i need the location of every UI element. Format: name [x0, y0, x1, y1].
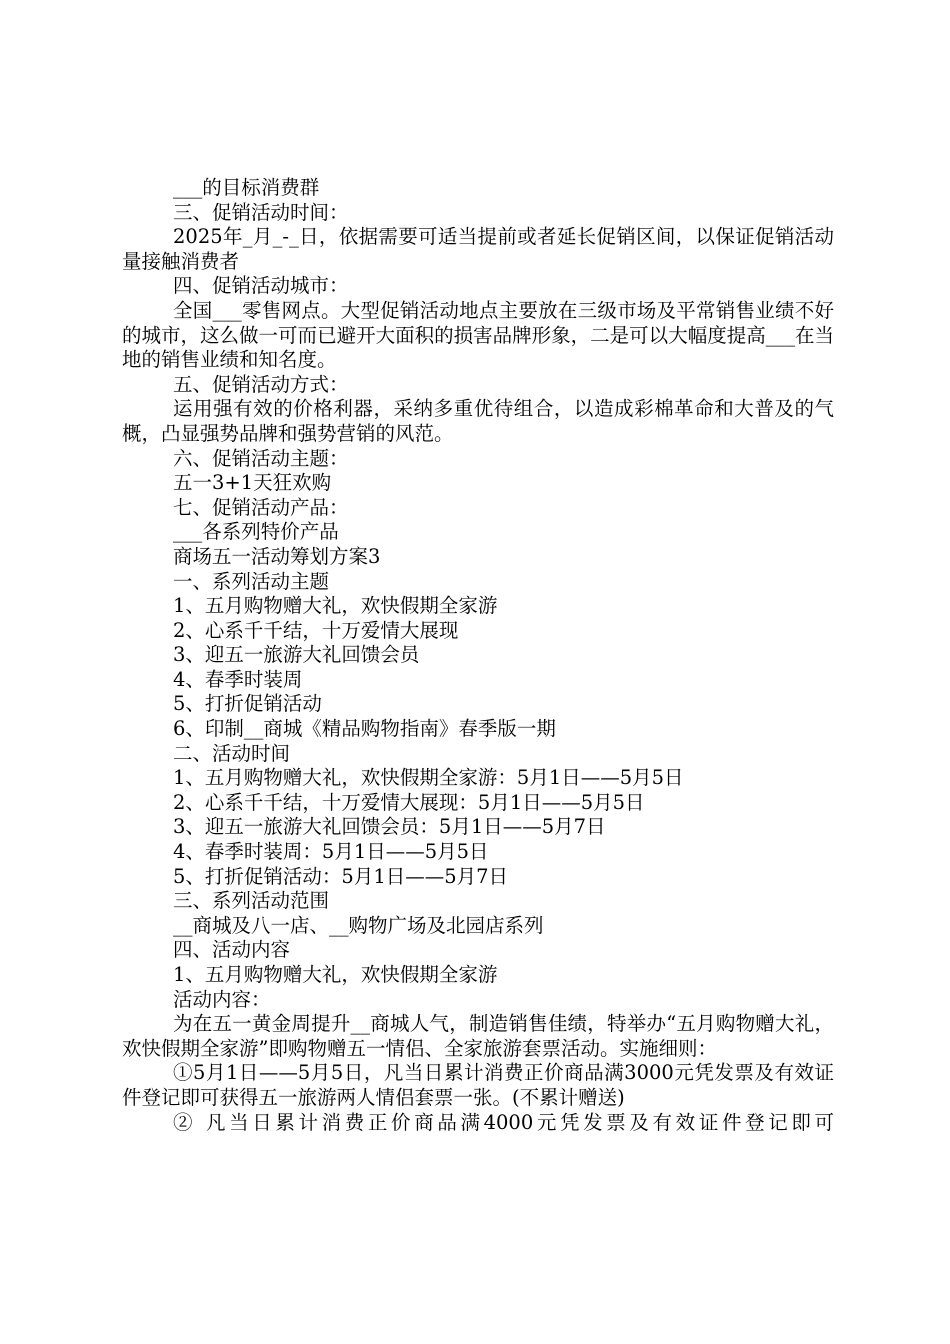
- section-heading: 三、系列活动范围: [173, 889, 330, 913]
- section-heading: 五、促销活动方式：: [173, 372, 349, 396]
- section-heading: 一、系列活动主题: [173, 569, 330, 593]
- document-body: [122, 176, 834, 1135]
- list-item: 1、五月购物赠大礼，欢快假期全家游: [173, 594, 498, 618]
- paragraph: 为在五一黄金周提升__商城人气，制造销售佳绩，特举办“五月购物赠大礼，欢快假期全家游”即购物赠五一情侣、全家旅游套票活动。实施细则：: [122, 1012, 834, 1060]
- section-heading: 四、活动内容: [173, 938, 291, 962]
- paragraph: 2025年_月_-_日，依据需要可适当提前或者延长促销区间，以保证促销活动量接触消费者: [122, 225, 834, 273]
- paragraph: 运用强有效的价格利器，采纳多重优待组合，以造成彩棉革命和大普及的气概，凸显强势品牌和强势营销的风范。: [122, 397, 834, 445]
- list-item: 1、五月购物赠大礼，欢快假期全家游：5月1日——5月5日: [173, 766, 684, 790]
- paragraph: 全国___零售网点。大型促销活动地点主要放在三级市场及平常销售业绩不好的城市，这么做一可而已避开大面积的损害品牌形象，二是可以大幅度提高___在当地的销售业绩和知名度。: [122, 298, 834, 372]
- paragraph: __商城及八一店、__购物广场及北园店系列: [173, 913, 544, 937]
- list-item: 3、迎五一旅游大礼回馈会员: [173, 643, 420, 667]
- list-item: 5、打折促销活动: [173, 692, 322, 716]
- plan-title: 商场五一活动筹划方案3: [173, 544, 381, 568]
- list-item: 4、春季时装周：5月1日——5月5日: [173, 840, 489, 864]
- list-item: 5、打折促销活动：5月1日——5月7日: [173, 864, 509, 888]
- list-item: 2、心系千千结，十万爱情大展现：5月1日——5月5日: [173, 790, 645, 814]
- section-heading: 三、促销活动时间：: [173, 200, 349, 224]
- subheading: 活动内容：: [173, 987, 271, 1011]
- section-heading: 二、活动时间: [173, 741, 291, 765]
- list-item: 2、心系千千结，十万爱情大展现: [173, 618, 459, 642]
- section-heading: 六、促销活动主题：: [173, 446, 349, 470]
- list-item: 4、春季时装周: [173, 667, 303, 691]
- list-item: 3、迎五一旅游大礼回馈会员：5月1日——5月7日: [173, 815, 606, 839]
- paragraph: 五一3+1天狂欢购: [173, 471, 332, 495]
- list-item: 1、五月购物赠大礼，欢快假期全家游: [173, 963, 498, 986]
- paragraph: ___各系列特价产品: [173, 520, 339, 544]
- section-heading: 七、促销活动产品：: [173, 495, 349, 519]
- paragraph: ①5月1日——5月5日，凡当日累计消费正价商品满3000元凭发票及有效证件登记即可获得五一旅游两人情侣套票一张。(不累计赠送): [122, 1061, 834, 1109]
- section-heading: 四、促销活动城市：: [173, 274, 349, 298]
- list-item: 6、印制__商城《精品购物指南》春季版一期: [173, 717, 556, 741]
- paragraph: ___的目标消费群: [173, 176, 320, 199]
- paragraph: ② 凡当日累计消费正价商品满4000元凭发票及有效证件登记即可: [173, 1110, 834, 1134]
